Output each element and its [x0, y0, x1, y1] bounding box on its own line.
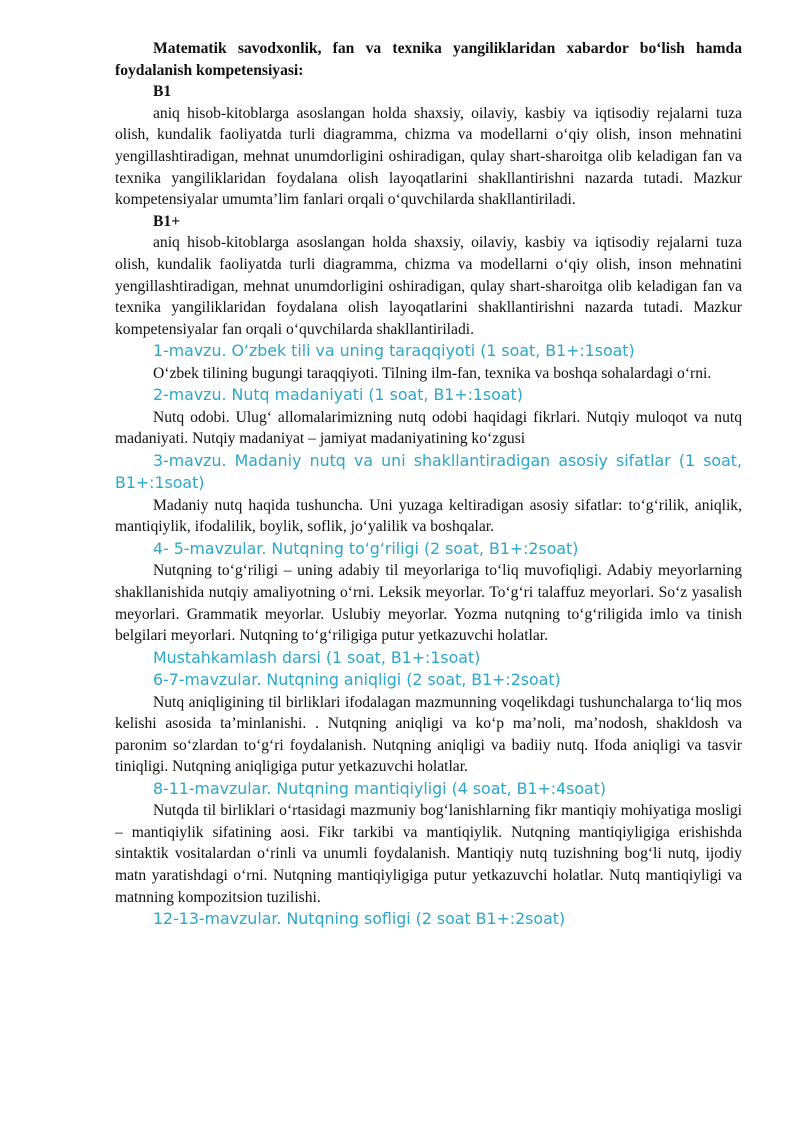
topic-heading-6-7: 6-7-mavzular. Nutqning aniqligi (2 soat, B1+:2soat): [153, 670, 561, 690]
intro-title: Matematik savodxonlik, fan va texnika yangiliklaridan xabardor bo‘lish hamda foydalanish kompetensiyasi:: [115, 40, 742, 79]
topic-heading-3: 3-mavzu. Madaniy nutq va uni shakllantiradigan asosiy sifatlar (1 soat, B1+:1soat): [115, 450, 742, 493]
topic-body-6-7: Nutq aniqligining til birliklari ifodalagan mazmunning voqelikdagi tushunchalarga to‘liq mos kelishi asosida ta’minlanishi. . Nutqning aniqligi va ko‘p ma’noli, ma’nodosh, shakldosh va paronim so‘zlardan to‘g‘ri foydalanish. Nutqning aniqligi va badiiy nutq. Ifoda aniqligi va tasvir tiniqligi. Nutqning aniqligiga putur yetkazuvchi holatlar.: [115, 693, 742, 776]
topic-body-8-11: Nutqda til birliklari o‘rtasidagi mazmuniy bog‘lanishlarning fikr mantiqiy mohiyatiga mosligi – mantiqiylik sifatining aosi. Fikr tarkibi va mantiqiylik. Nutqning mantiqiyligiga erishishda sintaktik vositalardan o‘rinli va unumli foydalanish. Mantiqiy nutq tuzishning bog‘li nutq, ijodiy matn yaratishdagi o‘rni. Nutqning mantiqiyligiga putur yetkazuvchi holatlar. Nutq mantiqiyligi va matnning kompozitsion tuzilishi.: [115, 802, 742, 906]
topic-heading-8-11: 8-11-mavzular. Nutqning mantiqiyligi (4 soat, B1+:4soat): [153, 778, 607, 798]
topic-heading-1: 1-mavzu. O‘zbek tili va uning taraqqiyoti (1 soat, B1+:1soat): [153, 341, 635, 361]
level-text-b1plus: aniq hisob-kitoblarga asoslangan holda shaxsiy, oilaviy, kasbiy va iqtisodiy rejalarni tuza olish, kundalik faoliyatda turli diagramma, chizma va modellarni o‘qiy olish, inson mehnatini yengillashtiradigan, mehnat unumdorligini oshiradigan, qulay shart-sharoitga olib keladigan fan va texnika yangiliklaridan foydalana olish layoqatlarini shakllantirishni nazarda tutadi. Mazkur kompetensiyalar fan orqali o‘quvchilarda shakllantiriladi.: [115, 234, 742, 338]
level-label-b1plus: B1+: [153, 212, 181, 230]
topic-body-4-5: Nutqning to‘g‘riligi – uning adabiy til meyorlariga to‘liq muvofiqligi. Adabiy meyorlarning shakllanishida nutqiy amaliyotning o‘rni. Leksik meyorlar. To‘g‘ri talaffuz meyorlari. So‘z yasalish meyorlari. Grammatik meyorlar. Uslubiy meyorlar. Yozma nutqning to‘g‘riligida imlo va tinish belgilari meyorlari. Nutqning to‘g‘riligiga putur yetkazuvchi holatlar.: [115, 562, 742, 645]
topic-body-1: O‘zbek tilining bugungi taraqqiyoti. Tilning ilm-fan, texnika va boshqa sohalardagi o‘rni.: [153, 364, 712, 382]
level-label-b1: B1: [153, 83, 172, 101]
topic-heading-review: Mustahkamlash darsi (1 soat, B1+:1soat): [153, 647, 481, 667]
level-text-b1: aniq hisob-kitoblarga asoslangan holda shaxsiy, oilaviy, kasbiy va iqtisodiy rejalarni tuza olish, kundalik faoliyatda turli diagramma, chizma va modellarni o‘qiy olish, inson mehnatini yengillashtiradigan, mehnat unumdorligini oshiradigan, qulay shart-sharoitga olib keladigan fan va texnika yangiliklaridan foydalana olish layoqatlarini shakllantirishni nazarda tutadi. Mazkur kompetensiyalar umumta’lim fanlari orqali o‘quvchilarda shakllantiriladi.: [115, 104, 742, 209]
topic-heading-4-5: 4- 5-mavzular. Nutqning to‘g‘riligi (2 soat, B1+:2soat): [153, 538, 579, 558]
document-page: [115, 38, 742, 931]
topic-body-2: Nutq odobi. Ulug‘ allomalarimizning nutq odobi haqidagi fikrlari. Nutqiy muloqot va nutq madaniyati. Nutqiy madaniyat – jamiyat madaniyatining ko‘zgusi: [115, 408, 742, 448]
topic-heading-12-13: 12-13-mavzular. Nutqning sofligi (2 soat B1+:2soat): [153, 909, 566, 929]
topic-heading-2: 2-mavzu. Nutq madaniyati (1 soat, B1+:1soat): [153, 385, 523, 405]
topic-body-3: Madaniy nutq haqida tushuncha. Uni yuzaga keltiradigan asosiy sifatlar: to‘g‘rilik, aniqlik, mantiqiylik, ifodalilik, boylik, soflik, jo‘yalilik va boshqalar.: [115, 496, 742, 536]
